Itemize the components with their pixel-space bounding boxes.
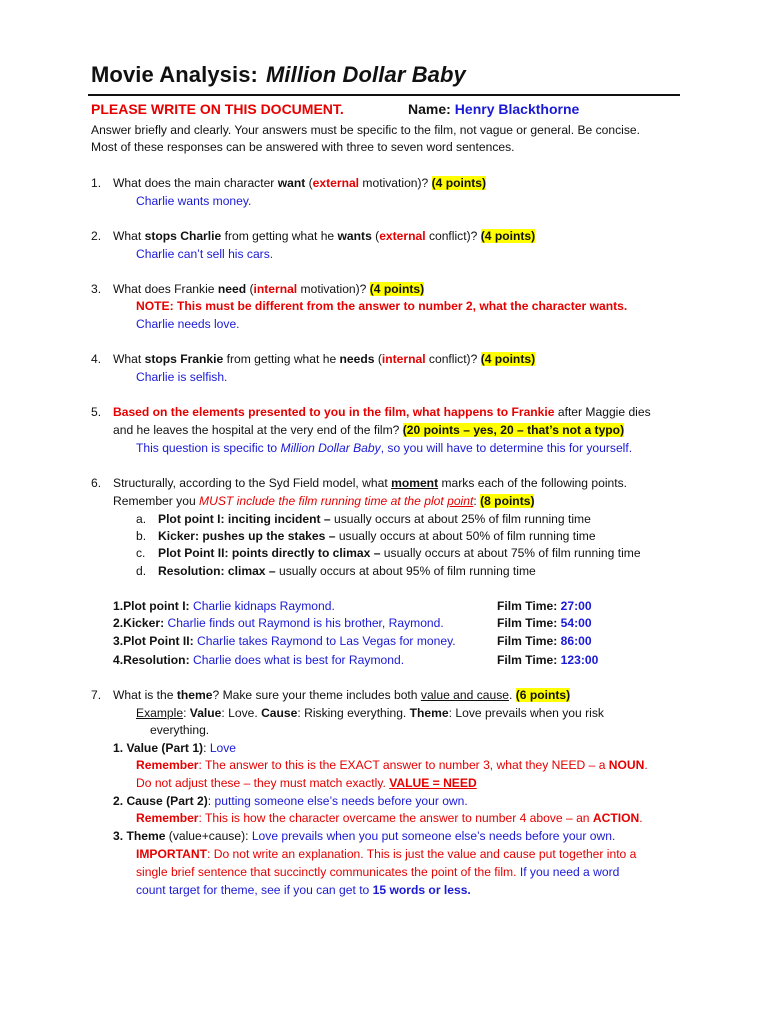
q7-important-text-2: single brief sentence that succinctly communicates the point of the film. <box>136 865 520 879</box>
header-row <box>91 101 344 118</box>
q7-example-value-label: Value <box>189 706 222 720</box>
q7-action: ACTION <box>592 811 640 825</box>
q7-example-cause: : Risking everything. <box>297 706 410 720</box>
q6-answer-row <box>113 615 444 631</box>
q4-stops-frankie: stops Frankie <box>144 352 224 366</box>
q7-value-row <box>113 740 236 756</box>
q5-line-2: and he leaves the hospital at the very end of the film? <box>113 423 403 437</box>
q6-time-row <box>497 598 592 614</box>
q6-item-letter: a. <box>136 512 147 526</box>
q6-time-row <box>497 652 598 668</box>
q7-theme-row <box>113 828 615 844</box>
q7-value-and-cause: value and cause <box>420 688 509 702</box>
q7-important-line-2 <box>136 864 619 880</box>
q3-text: What does Frankie <box>113 282 218 296</box>
q5-points: (20 points – yes, 20 – that’s not a typo) <box>402 423 625 437</box>
q7-example-theme-label: Theme <box>409 706 449 720</box>
q3-points: (4 points) <box>369 282 425 296</box>
q6-answer-text[interactable]: Charlie finds out Raymond is his brother, Raymond. <box>167 616 444 630</box>
q7-example-colon: : <box>183 706 190 720</box>
q6-item <box>158 528 596 544</box>
q7-example-label: Example <box>136 706 184 720</box>
q6-answer-label: 1.Plot point I: <box>113 599 190 613</box>
q7-value-answer[interactable]: Love <box>209 741 237 755</box>
q7-remember-1 <box>136 757 648 773</box>
film-time-value[interactable]: 86:00 <box>560 634 592 648</box>
q6-item-bold: Kicker: pushes up the stakes – <box>158 529 336 543</box>
q2-points: (4 points) <box>480 229 536 243</box>
q7-remember-text: : The answer to this is the EXACT answer to number 3, what they NEED – a <box>198 758 609 772</box>
q6-answer-row <box>113 633 456 649</box>
q6-item-letter: d. <box>136 564 147 578</box>
q3-number: 3. <box>91 282 102 296</box>
q7-cause-row <box>113 793 468 809</box>
q4-number: 4. <box>91 352 102 366</box>
q6-item <box>158 563 536 579</box>
q7-example-cause-label: Cause <box>261 706 298 720</box>
q6-item-bold: Resolution: climax – <box>158 564 276 578</box>
film-time-label: Film Time: <box>497 634 558 648</box>
q6-item-rest: usually occurs at about 50% of film running time <box>335 529 596 543</box>
q6-answer-text[interactable]: Charlie kidnaps Raymond. <box>192 599 335 613</box>
q7-word-count-text: If you need a word <box>519 865 620 879</box>
q7-noun: NOUN <box>608 758 645 772</box>
title-rule <box>88 94 680 96</box>
q6-answer-text[interactable]: Charlie does what is best for Raymond. <box>192 653 405 667</box>
page-title <box>91 62 466 88</box>
q3-note: NOTE: This must be different from the answer to number 2, what the character wants. <box>136 299 628 313</box>
q7-word-count-text-2: count target for theme, see if you can get to <box>136 883 373 897</box>
q7-theme-answer[interactable]: Love prevails when you put someone else’s needs before your own. <box>251 829 616 843</box>
q1-answer[interactable]: Charlie wants money. <box>136 194 252 208</box>
q7-theme: theme <box>176 688 213 702</box>
write-banner: PLEASE WRITE ON THIS DOCUMENT. <box>91 101 344 117</box>
q6-remember <box>113 493 534 509</box>
q3-internal: internal <box>253 282 298 296</box>
q6-remember-point: point <box>447 494 474 508</box>
q6-remember-colon: : <box>473 494 481 508</box>
q7-remember-period: . <box>639 811 643 825</box>
q7-example-value: : Love. <box>221 706 262 720</box>
film-time-value[interactable]: 123:00 <box>560 653 599 667</box>
q5-question <box>113 404 651 420</box>
name-row <box>408 101 579 118</box>
q6-time-row <box>497 633 592 649</box>
q7-example-theme: : Love prevails when you risk <box>448 706 604 720</box>
q7-remember-period: . <box>644 758 648 772</box>
q5-rest: after Maggie dies <box>554 405 651 419</box>
q6-answer-text[interactable]: Charlie takes Raymond to Las Vegas for money. <box>197 634 456 648</box>
q6-time-row <box>497 615 592 631</box>
q6-answer-label: 4.Resolution: <box>113 653 190 667</box>
q6-answer-label: 2.Kicker: <box>113 616 165 630</box>
name-label: Name: <box>408 101 451 117</box>
q3-motivation: motivation)? <box>297 282 370 296</box>
q1-want: want <box>277 176 306 190</box>
q7-important-line-3 <box>136 882 471 898</box>
q6-answer-row <box>113 598 335 614</box>
q7-remember-2 <box>136 810 643 826</box>
q3-need: need <box>217 282 247 296</box>
q2-number: 2. <box>91 229 102 243</box>
q4-answer[interactable]: Charlie is selfish. <box>136 370 228 384</box>
q7-theme-paren: (value+cause): <box>165 829 252 843</box>
q7-example <box>136 705 604 721</box>
q5-answer-b: , so you will have to determine this for yourself. <box>380 441 633 455</box>
q3-question <box>113 281 424 297</box>
q1-paren: ( <box>305 176 313 190</box>
q6-item-bold: Plot Point II: points directly to climax – <box>158 546 381 560</box>
q6-answer-row <box>113 652 404 668</box>
q6-item-letter: c. <box>136 546 146 560</box>
q6-answer-label: 3.Plot Point II: <box>113 634 194 648</box>
q5-answer-film: Million Dollar Baby <box>280 441 381 455</box>
q6-item-rest: usually occurs at about 95% of film running time <box>275 564 536 578</box>
name-value[interactable]: Henry Blackthorne <box>454 101 580 117</box>
q6-text: Structurally, according to the Syd Field model, what <box>113 476 392 490</box>
q7-question <box>113 687 570 703</box>
title-prefix: Movie Analysis: <box>91 62 258 87</box>
q6-remember-a: Remember you <box>113 494 200 508</box>
film-time-label: Film Time: <box>497 599 558 613</box>
q7-important <box>136 846 636 862</box>
q4-internal: internal <box>381 352 426 366</box>
q4-question <box>113 351 535 367</box>
q7-15-words: 15 words or less. <box>372 883 471 897</box>
q2-stops-charlie: stops Charlie <box>144 229 222 243</box>
q7-adjust-text: Do not adjust these – they must match exactly. <box>136 776 390 790</box>
q7-remember-label: Remember <box>136 811 199 825</box>
q1-external: external <box>312 176 360 190</box>
q2-external: external <box>379 229 426 243</box>
q6-item-bold: Plot point I: inciting incident – <box>158 512 331 526</box>
q7-example-line-2: everything. <box>150 723 210 737</box>
q4-paren: ( <box>374 352 382 366</box>
q4-points: (4 points) <box>480 352 536 366</box>
q3-answer[interactable]: Charlie needs love. <box>136 317 240 331</box>
q6-question <box>113 475 627 491</box>
film-time-label: Film Time: <box>497 653 558 667</box>
q5-question-line-2 <box>113 422 624 438</box>
q7-cause-colon: : <box>207 794 215 808</box>
q7-number: 7. <box>91 688 102 702</box>
q1-question <box>113 175 486 191</box>
q7-remember-1-line-2 <box>136 775 477 791</box>
q7-value-label: 1. Value (Part 1) <box>113 741 204 755</box>
q5-answer-a: This question is specific to <box>136 441 281 455</box>
title-film: Million Dollar Baby <box>265 62 466 87</box>
q6-item-rest: usually occurs at about 25% of film running time <box>330 512 591 526</box>
q6-text-2: marks each of the following points. <box>438 476 628 490</box>
q5-red-text: Based on the elements presented to you in the film, what happens to Frankie <box>113 405 555 419</box>
q6-item-rest: usually occurs at about 75% of film running time <box>380 546 641 560</box>
q4-conflict: conflict)? <box>425 352 481 366</box>
q7-remember-label: Remember <box>136 758 199 772</box>
q1-number: 1. <box>91 176 102 190</box>
q7-important-text: : Do not write an explanation. This is just the value and cause put together into a <box>207 847 637 861</box>
q2-conflict: conflict)? <box>425 229 481 243</box>
q4-needs: needs <box>339 352 375 366</box>
q6-moment: moment <box>391 476 439 490</box>
film-time-value[interactable]: 54:00 <box>560 616 592 630</box>
q3-paren: ( <box>246 282 254 296</box>
q2-paren: ( <box>371 229 380 243</box>
q2-answer[interactable]: Charlie can’t sell his cars. <box>136 247 274 261</box>
q2-text-2: from getting what he <box>221 229 338 243</box>
film-time-label: Film Time: <box>497 616 558 630</box>
q6-item <box>158 511 591 527</box>
q6-points: (8 points) <box>480 494 535 508</box>
q7-important-label: IMPORTANT <box>136 847 207 861</box>
q6-number: 6. <box>91 476 102 490</box>
q7-points: (6 points) <box>515 688 571 702</box>
q5-number: 5. <box>91 405 102 419</box>
q7-remember-text: : This is how the character overcame the answer to number 4 above – an <box>198 811 593 825</box>
q7-cause-answer[interactable]: putting someone else’s needs before your own. <box>214 794 468 808</box>
q7-value-equals-need: VALUE = NEED <box>389 776 477 790</box>
q1-text: What does the main character <box>113 176 278 190</box>
q7-value-colon: : <box>203 741 210 755</box>
q7-theme-label: 3. Theme <box>113 829 166 843</box>
q1-points: (4 points) <box>431 176 487 190</box>
intro-line-2: Most of these responses can be answered with three to seven word sentences. <box>91 140 515 154</box>
q7-period: . <box>508 688 516 702</box>
q2-text: What <box>113 229 145 243</box>
intro-line-1: Answer briefly and clearly. Your answers must be specific to the film, not vague or general. Be concise. <box>91 123 640 137</box>
q4-text: What <box>113 352 145 366</box>
q2-question <box>113 228 535 244</box>
film-time-value[interactable]: 27:00 <box>560 599 592 613</box>
q2-wants: wants <box>337 229 372 243</box>
q6-item-letter: b. <box>136 529 147 543</box>
q1-motivation: motivation)? <box>359 176 432 190</box>
q7-text: What is the <box>113 688 177 702</box>
q7-cause-label: 2. Cause (Part 2) <box>113 794 208 808</box>
q7-text-2: ? Make sure your theme includes both <box>212 688 421 702</box>
q6-remember-b: MUST include the film running time at the plot <box>199 494 448 508</box>
q5-answer[interactable] <box>136 440 632 456</box>
q6-item <box>158 545 641 561</box>
q4-text-2: from getting what he <box>223 352 340 366</box>
